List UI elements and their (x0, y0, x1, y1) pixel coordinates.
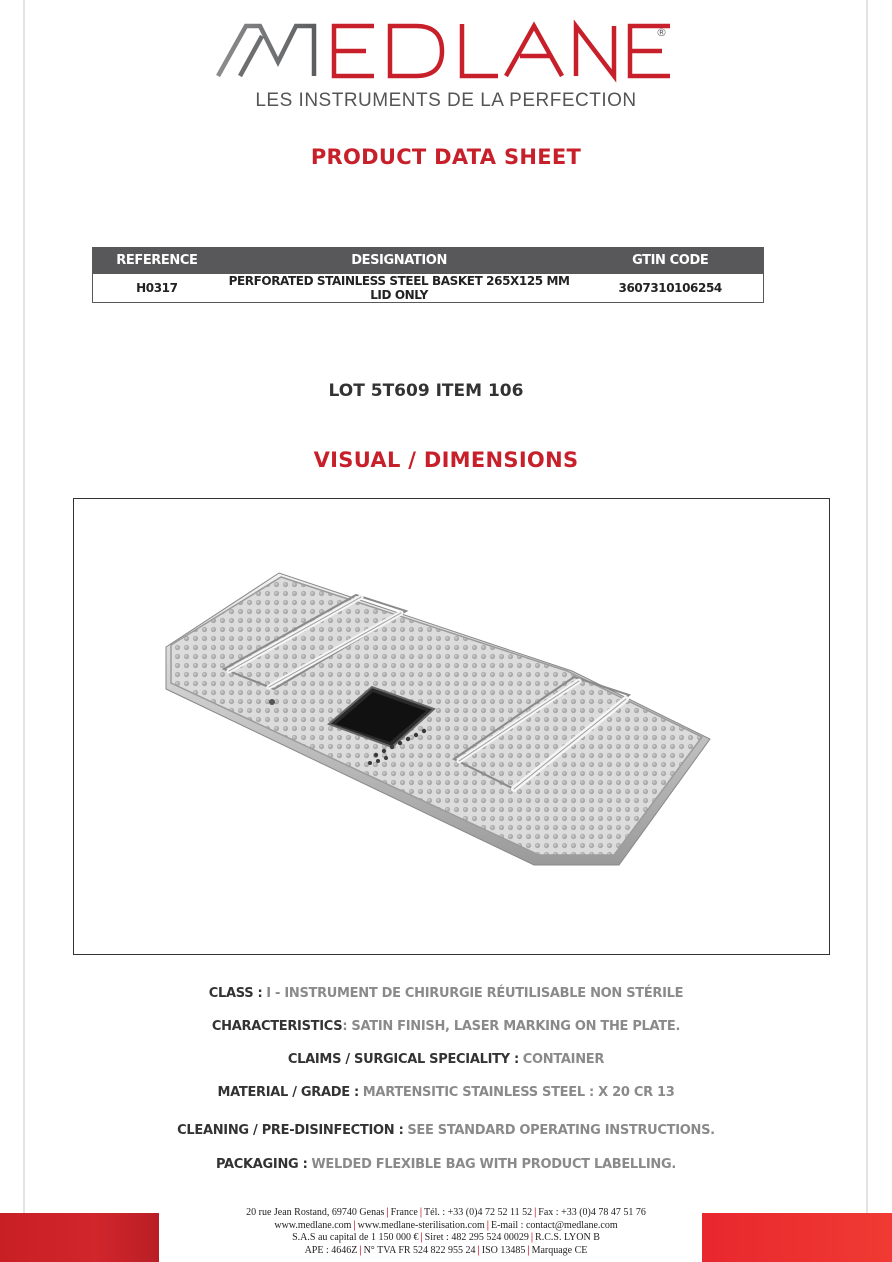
footer-website-link[interactable]: www.medlane.com (274, 1219, 352, 1231)
spec-material (0, 1085, 892, 1100)
spec-claims-value: CONTAINER (522, 1052, 605, 1067)
footer-ce-marking: Marquage CE (531, 1244, 588, 1256)
header-reference: REFERENCE (93, 248, 221, 274)
cell-gtin: 3607310106254 (577, 274, 763, 303)
footer-line-legal (0, 1232, 892, 1245)
spec-cleaning-label: CLEANING / PRE-DISINFECTION : (177, 1123, 404, 1138)
spec-characteristics (0, 1019, 892, 1034)
spec-class (0, 986, 892, 1001)
cell-reference: H0317 (93, 274, 221, 303)
spec-class-label: CLASS : (208, 986, 263, 1001)
footer-line-web (0, 1220, 892, 1233)
product-image-frame (73, 498, 830, 955)
basket-lid-image (74, 499, 829, 954)
header-designation: DESIGNATION (221, 248, 578, 274)
footer-sterilisation-link[interactable]: www.medlane-sterilisation.com (357, 1219, 485, 1231)
footer-iso: ISO 13485 (481, 1244, 526, 1256)
spec-claims-label: CLAIMS / SURGICAL SPECIALITY : (287, 1052, 519, 1067)
header-gtin-code: GTIN CODE (577, 248, 763, 274)
lot-number: LOT 5T609 ITEM 106 (328, 381, 524, 401)
footer-separator: | (420, 1232, 423, 1243)
spec-cleaning-value: SEE STANDARD OPERATING INSTRUCTIONS. (407, 1123, 715, 1138)
spec-packaging-label: PACKAGING : (215, 1157, 308, 1172)
footer-address: 20 rue Jean Rostand, 69740 Genas (246, 1207, 385, 1218)
visual-dimensions-title: VISUAL / DIMENSIONS (313, 448, 579, 472)
footer-separator: | (534, 1207, 537, 1218)
cell-designation: PERFORATED STAINLESS STEEL BASKET 265X125 MM LID ONLY (221, 274, 578, 303)
spec-characteristics-value: : SATIN FINISH, LASER MARKING ON THE PLATE. (342, 1019, 681, 1034)
spec-material-label: MATERIAL / GRADE : (217, 1085, 359, 1100)
brand-tagline: LES INSTRUMENTS DE LA PERFECTION (255, 90, 637, 111)
footer-separator: | (527, 1244, 530, 1256)
footer-country: France (390, 1207, 418, 1218)
product-data-sheet-title: PRODUCT DATA SHEET (310, 145, 582, 169)
spec-packaging-value: WELDED FLEXIBLE BAG WITH PRODUCT LABELLING. (311, 1157, 676, 1172)
spec-material-value: MARTENSITIC STAINLESS STEEL : X 20 CR 13 (362, 1085, 675, 1100)
left-border-rule (23, 0, 25, 1262)
footer-separator: | (353, 1219, 356, 1231)
footer-capital: S.A.S au capital de 1 150 000 € (292, 1232, 419, 1243)
footer-rcs: R.C.S. LYON B (535, 1232, 600, 1243)
company-footer (0, 1207, 892, 1257)
footer-separator: | (419, 1207, 423, 1218)
medlane-logo (0, 18, 892, 84)
table-row (93, 274, 764, 303)
footer-separator: | (530, 1232, 534, 1243)
spec-claims (0, 1052, 892, 1067)
registered-mark: ® (656, 26, 667, 39)
spec-cleaning (0, 1123, 892, 1138)
footer-fax: Fax : +33 (0)4 78 47 51 76 (538, 1207, 646, 1218)
table-header-row (93, 248, 764, 274)
reference-table (92, 247, 764, 303)
footer-separator: | (486, 1219, 489, 1231)
footer-separator: | (386, 1207, 389, 1218)
footer-line-address (0, 1207, 892, 1220)
right-border-rule (866, 0, 868, 1262)
footer-email-link[interactable]: E-mail : contact@medlane.com (490, 1219, 618, 1231)
footer-phone: Tél. : +33 (0)4 72 52 11 52 (424, 1207, 533, 1218)
footer-siret: Siret : 482 295 524 00029 (424, 1232, 529, 1243)
spec-class-value: I - INSTRUMENT DE CHIRURGIE RÉUTILISABLE NON STÉRILE (266, 986, 684, 1001)
footer-separator: | (477, 1244, 480, 1256)
footer-separator: | (359, 1244, 362, 1256)
spec-packaging (0, 1157, 892, 1172)
footer-ape: APE : 4646Z (304, 1244, 358, 1256)
footer-line-codes (0, 1245, 892, 1258)
footer-vat: N° TVA FR 524 822 955 24 (363, 1244, 476, 1256)
spec-characteristics-label: CHARACTERISTICS (211, 1019, 343, 1034)
